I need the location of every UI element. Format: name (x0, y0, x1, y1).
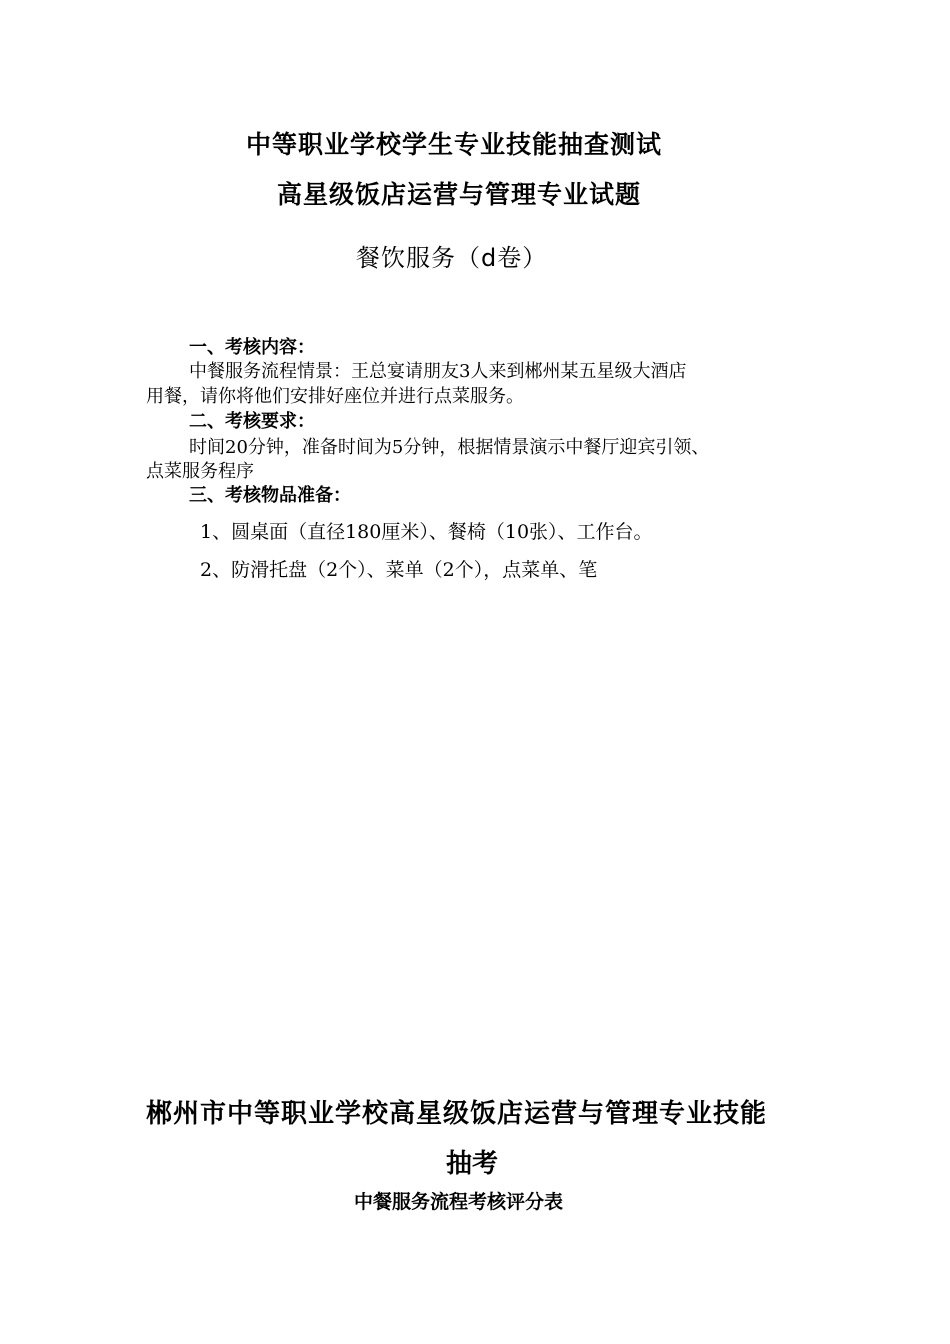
section-text-content-line-1: 中餐服务流程情景：王总宴请朋友3人来到郴州某五星级大酒店 (189, 361, 687, 382)
scoring-table-subtitle: 中餐服务流程考核评分表 (354, 1191, 564, 1213)
scoring-title-line-1: 郴州市中等职业学校高星级饭店运营与管理专业技能 (146, 1099, 768, 1129)
document-title-line-2: 高星级饭店运营与管理专业试题 (277, 180, 642, 209)
section-heading-materials: 三、考核物品准备： (189, 485, 351, 506)
section-text-requirements-line-1: 时间20分钟，准备时间为5分钟，根据情景演示中餐厅迎宾引领、 (189, 437, 710, 458)
document-title-line-1: 中等职业学校学生专业技能抽查测试 (246, 130, 663, 159)
materials-list-item: 2、防滑托盘（2个）、菜单（2个），点菜单、笔 (200, 559, 598, 581)
scoring-title-line-2: 抽考 (446, 1149, 499, 1179)
document-subtitle: 餐饮服务（d卷） (356, 244, 548, 272)
section-heading-content: 一、考核内容： (189, 337, 315, 358)
materials-list-item: 1、圆桌面（直径180厘米）、餐椅（10张）、工作台。 (200, 521, 653, 543)
section-text-requirements-line-2: 点菜服务程序 (146, 461, 254, 482)
section-heading-requirements: 二、考核要求： (189, 411, 315, 432)
section-text-content-line-2: 用餐，请你将他们安排好座位并进行点菜服务。 (146, 386, 524, 407)
